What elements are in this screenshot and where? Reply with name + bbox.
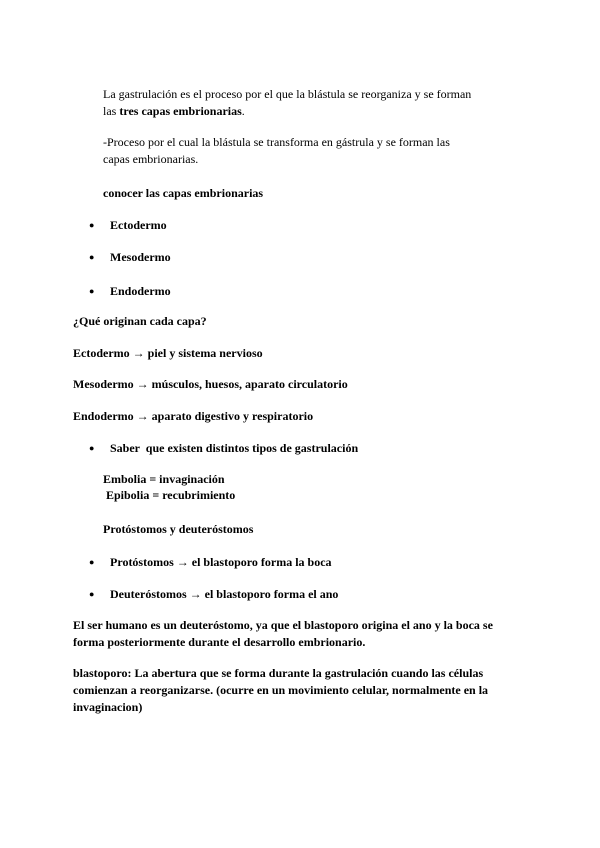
intro-line-1: La gastrulación es el proceso por el que la blástula se reorganiza y se forman	[103, 87, 472, 101]
layer-item-endodermo: Endodermo	[110, 284, 171, 298]
bullet-icon: ●	[89, 286, 95, 296]
layer-item-ectodermo: Ectodermo	[110, 218, 167, 232]
gastrulation-types-item: Saber que existen distintos tipos de gastrulación	[110, 441, 359, 455]
type-embolia: Embolia = invaginación	[103, 472, 225, 486]
origin-mesodermo: Mesodermo → músculos, huesos, aparato circulatorio	[73, 377, 348, 391]
stomes-heading: Protóstomos y deuteróstomos	[103, 522, 254, 536]
intro-bold-term: tres capas embrionarias	[119, 104, 242, 118]
intro-prefix: las	[103, 104, 120, 118]
bullet-icon: ●	[89, 252, 95, 262]
human-line-1: El ser humano es un deuteróstomo, ya que el blastoporo origina el ano y la boca se	[73, 618, 493, 632]
bullet-icon: ●	[89, 557, 95, 567]
bullet-icon: ●	[89, 443, 95, 453]
stome-protostomos: Protóstomos → el blastoporo forma la boca	[110, 555, 332, 569]
origin-ectodermo: Ectodermo → piel y sistema nervioso	[73, 346, 263, 360]
question-heading: ¿Qué originan cada capa?	[73, 314, 207, 328]
bullet-icon: ●	[89, 589, 95, 599]
process-line-1: -Proceso por el cual la blástula se transforma en gástrula y se forman las	[103, 135, 450, 149]
blastopore-line-2: comienzan a reorganizarse. (ocurre en un movimiento celular, normalmente en la	[73, 683, 489, 697]
origin-endodermo: Endodermo → aparato digestivo y respiratorio	[73, 409, 314, 423]
type-epibolia: Epibolia = recubrimiento	[103, 488, 236, 502]
blastopore-line-1: blastoporo: La abertura que se forma durante la gastrulación cuando las células	[73, 666, 484, 680]
blastopore-line-3: invaginacion)	[73, 700, 143, 714]
layers-heading: conocer las capas embrionarias	[103, 186, 264, 200]
human-line-2: forma posteriormente durante el desarrollo embrionario.	[73, 635, 366, 649]
process-line-2: capas embrionarias.	[103, 152, 199, 166]
stome-deuterostomos: Deuteróstomos → el blastoporo forma el ano	[110, 587, 339, 601]
intro-line-2	[103, 103, 245, 120]
intro-suffix: .	[241, 104, 245, 118]
bullet-icon: ●	[89, 220, 95, 230]
layer-item-mesodermo: Mesodermo	[110, 250, 171, 264]
